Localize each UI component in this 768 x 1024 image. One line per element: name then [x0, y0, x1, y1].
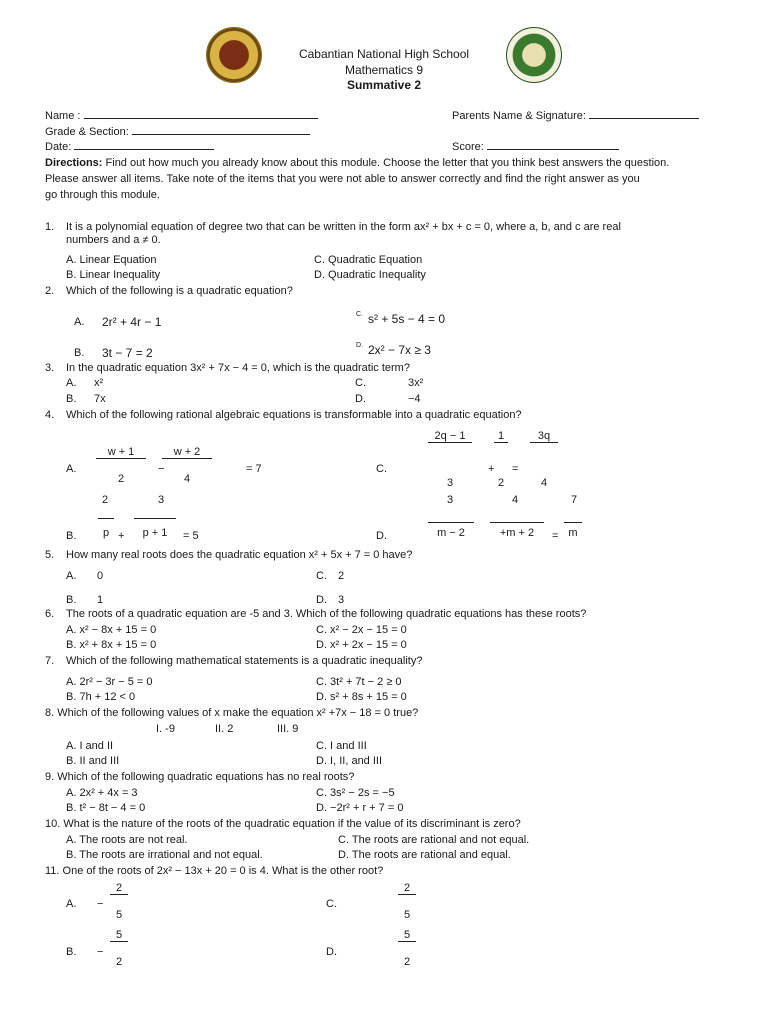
directions-text-1: Find out how much you already know about this module. Choose the letter that you think best answers the question.: [105, 157, 670, 169]
q1-choice-a[interactable]: A. Linear Equation: [66, 254, 157, 266]
q2-choice-d-label: D.: [356, 342, 363, 349]
q6-choice-a[interactable]: A. x² − 8x + 15 = 0: [66, 624, 157, 636]
directions-line-3: go through this module.: [45, 189, 160, 201]
q4-a-fraction-1[interactable]: [96, 446, 146, 485]
q4-c-numerator-2: 1: [494, 430, 508, 443]
q4-a-numerator-2: w + 2: [162, 446, 212, 459]
q2-number: 2.: [45, 285, 55, 297]
q3-choice-a-label: A.: [66, 377, 77, 389]
q2-choice-a-label: A.: [74, 316, 85, 328]
q7-choice-d[interactable]: D. s² + 8s + 15 = 0: [316, 691, 407, 703]
q4-c-numerator-1: 2q − 1: [428, 430, 472, 443]
q11-b-denominator: 2: [115, 956, 123, 968]
q4-a-rhs: = 7: [246, 463, 262, 475]
q3-text: In the quadratic equation 3x² + 7x − 4 = 0, which is the quadratic term?: [66, 362, 410, 374]
date-field: [45, 141, 214, 153]
q6-number: 6.: [45, 608, 55, 620]
parents-field: [452, 110, 699, 122]
date-blank[interactable]: [74, 149, 214, 150]
q4-c-numerator-3: 3q: [530, 430, 558, 443]
score-field: [452, 141, 619, 153]
q4-b-term-1-text: p: [102, 527, 110, 539]
q8-text: 8. Which of the following values of x make the equation x² +7x − 18 = 0 true?: [45, 707, 419, 719]
q4-b-rhs: = 5: [183, 530, 199, 542]
score-label: Score:: [452, 141, 484, 153]
q3-choice-c[interactable]: 3x²: [408, 377, 424, 389]
q1-text-1: It is a polynomial equation of degree two that can be written in the form ax² + bx + c = 0, where a, b, and c are real: [66, 221, 621, 233]
q4-a-minus: −: [158, 463, 165, 475]
q4-a-numerator-1: w + 1: [96, 446, 146, 459]
q11-c-denominator: 5: [403, 909, 411, 921]
q7-number: 7.: [45, 655, 55, 667]
q5-choice-d-label: D.: [316, 594, 327, 606]
q8-option-ii: II. 2: [215, 723, 234, 735]
q11-a-numerator: 2: [110, 882, 128, 895]
q11-text: 11. One of the roots of 2x² − 13x + 20 = 0 is 4. What is the other root?: [45, 865, 384, 877]
q1-text-2: numbers and a ≠ 0.: [66, 234, 161, 246]
q7-choice-a[interactable]: A. 2r² − 3r − 5 = 0: [66, 676, 153, 688]
q2-text: Which of the following is a quadratic equation?: [66, 285, 293, 297]
q4-d-term-2-text: +m + 2: [499, 527, 535, 539]
q2-choice-d[interactable]: 2x² − 7x ≥ 3: [368, 343, 431, 357]
q5-text: How many real roots does the quadratic equation x² + 5x + 7 = 0 have?: [66, 549, 413, 561]
page-title: Summative 2: [346, 78, 422, 92]
q6-text: The roots of a quadratic equation are -5 and 3. Which of the following quadratic equations has these roots?: [66, 608, 587, 620]
q11-choice-a-label: A.: [66, 898, 77, 910]
q5-choice-b-label: B.: [66, 594, 77, 606]
q4-choice-c-label: C.: [376, 463, 387, 475]
q7-text: Which of the following mathematical statements is a quadratic inequality?: [66, 655, 423, 667]
q4-c-extra-2: 4: [512, 494, 519, 506]
grade-section-field: [45, 126, 310, 138]
q4-a-fraction-2[interactable]: [162, 446, 212, 485]
q5-choice-b[interactable]: 1: [97, 594, 104, 606]
q4-b-term-2-text: p + 1: [142, 527, 168, 539]
q4-c-denominator-1: 3: [446, 477, 454, 489]
grade-section-blank[interactable]: [132, 134, 310, 135]
directions-line-2: Please answer all items. Take note of the items that you were not able to answer correctly and find the right answer as you: [45, 173, 640, 185]
subject-name: Mathematics 9: [344, 63, 424, 77]
q4-choice-a-label: A.: [66, 463, 77, 475]
q11-d-fraction[interactable]: [398, 929, 416, 968]
parents-blank[interactable]: [589, 118, 699, 119]
q9-choice-b[interactable]: B. t² − 8t − 4 = 0: [66, 802, 146, 814]
q3-choice-a[interactable]: x²: [94, 377, 104, 389]
q6-choice-c[interactable]: C. x² − 2x − 15 = 0: [316, 624, 407, 636]
q4-c-fraction-2[interactable]: [494, 430, 508, 489]
q11-a-fraction[interactable]: [110, 882, 128, 921]
q10-choice-d[interactable]: D. The roots are rational and equal.: [338, 849, 511, 861]
q4-b-term-2[interactable]: [134, 518, 176, 539]
school-name: Cabantian National High School: [298, 47, 470, 61]
q11-choice-c-label: C.: [326, 898, 337, 910]
name-field: [45, 110, 318, 122]
q3-choice-b[interactable]: 7x: [94, 393, 106, 405]
q6-choice-d[interactable]: D. x² + 2x − 15 = 0: [316, 639, 407, 651]
q9-choice-c[interactable]: C. 3s² − 2s = −5: [316, 787, 395, 799]
name-label: Name :: [45, 110, 81, 122]
q5-choice-d[interactable]: 3: [338, 594, 345, 606]
q11-b-fraction[interactable]: [110, 929, 128, 968]
q10-text: 10. What is the nature of the roots of the quadratic equation if the value of its discriminant is zero?: [45, 818, 521, 830]
q8-option-iii: III. 9: [277, 723, 299, 735]
q4-choice-d-label: D.: [376, 530, 387, 542]
q8-choice-b[interactable]: B. II and III: [66, 755, 120, 767]
q3-choice-d-label: D.: [355, 393, 366, 405]
q4-c-plus: +: [488, 463, 495, 475]
q4-a-denominator-1: 2: [117, 473, 125, 485]
q1-choice-c[interactable]: C. Quadratic Equation: [314, 254, 423, 266]
date-label: Date:: [45, 141, 72, 153]
q4-text: Which of the following rational algebraic equations is transformable into a quadratic equation?: [66, 409, 522, 421]
q4-d-equals: =: [552, 530, 559, 542]
q4-d-term-3[interactable]: [564, 522, 582, 539]
q11-choice-b-label: B.: [66, 946, 77, 958]
q8-choice-d[interactable]: D. I, II, and III: [316, 755, 383, 767]
grade-section-label: Grade & Section:: [45, 126, 129, 138]
q2-choice-c[interactable]: s² + 5s − 4 = 0: [368, 312, 446, 326]
q4-d-term-1[interactable]: [428, 522, 474, 539]
q4-c-denominator-3: 4: [540, 477, 548, 489]
q4-d-term-2[interactable]: [490, 522, 544, 539]
q4-c-fraction-3[interactable]: [530, 430, 558, 489]
q9-choice-a[interactable]: A. 2x² + 4x = 3: [66, 787, 138, 799]
q2-choice-a[interactable]: 2r² + 4r − 1: [102, 315, 162, 329]
q11-b-numerator: 5: [110, 929, 128, 942]
directions-label: Directions:: [45, 157, 103, 169]
parents-label: Parents Name & Signature:: [452, 110, 586, 122]
q5-choice-c-label: C.: [316, 570, 327, 582]
q5-choice-c[interactable]: 2: [338, 570, 345, 582]
q6-choice-b[interactable]: B. x² + 8x + 15 = 0: [66, 639, 157, 651]
q3-choice-b-label: B.: [66, 393, 77, 405]
q11-d-numerator: 5: [398, 929, 416, 942]
q1-number: 1.: [45, 221, 55, 233]
q8-option-i: I. -9: [156, 723, 175, 735]
q2-choice-b-label: B.: [74, 347, 85, 359]
q4-c-fraction-1[interactable]: [428, 430, 472, 489]
q11-c-numerator: 2: [398, 882, 416, 895]
q1-choice-d[interactable]: D. Quadratic Inequality: [314, 269, 426, 281]
q8-choice-a[interactable]: A. I and II: [66, 740, 114, 752]
q4-choice-b-label: B.: [66, 530, 77, 542]
q4-d-term-1-text: m − 2: [437, 527, 465, 539]
score-blank[interactable]: [487, 149, 619, 150]
q11-choice-d-label: D.: [326, 946, 337, 958]
q4-b-plus: +: [118, 530, 125, 542]
q11-b-sign: −: [97, 946, 104, 958]
q2-choice-c-label: C.: [356, 311, 363, 318]
q9-text: 9. Which of the following quadratic equations has no real roots?: [45, 771, 355, 783]
q4-a-extra-1: 2: [102, 494, 109, 506]
q4-d-term-3-text: m: [568, 527, 578, 539]
q2-choice-b[interactable]: 3t − 7 = 2: [102, 346, 153, 360]
q4-a-extra-2: 3: [158, 494, 165, 506]
q9-choice-d[interactable]: D. −2r² + r + 7 = 0: [316, 802, 404, 814]
q4-c-extra-3: 7: [571, 494, 578, 506]
q4-c-denominator-2: 2: [497, 477, 505, 489]
q4-number: 4.: [45, 409, 55, 421]
q11-a-denominator: 5: [115, 909, 123, 921]
q5-number: 5.: [45, 549, 55, 561]
q4-b-term-1[interactable]: [98, 518, 114, 539]
name-blank[interactable]: [84, 118, 318, 119]
q4-c-equals: =: [512, 463, 519, 475]
q5-choice-a-label: A.: [66, 570, 77, 582]
q11-a-sign: −: [97, 898, 104, 910]
q3-choice-c-label: C.: [355, 377, 366, 389]
q5-choice-a[interactable]: 0: [97, 570, 104, 582]
q3-number: 3.: [45, 362, 55, 374]
q7-choice-c[interactable]: C. 3t² + 7t − 2 ≥ 0: [316, 676, 402, 688]
q4-c-extra-1: 3: [447, 494, 454, 506]
q4-a-denominator-2: 4: [183, 473, 191, 485]
q11-d-denominator: 2: [403, 956, 411, 968]
q10-choice-b[interactable]: B. The roots are irrational and not equal.: [66, 849, 263, 861]
q11-c-fraction[interactable]: [398, 882, 416, 921]
q10-choice-c[interactable]: C. The roots are rational and not equal.: [338, 834, 530, 846]
q1-choice-b[interactable]: B. Linear Inequality: [66, 269, 161, 281]
directions-line-1: [45, 157, 669, 169]
q3-choice-d[interactable]: −4: [408, 393, 421, 405]
q7-choice-b[interactable]: B. 7h + 12 < 0: [66, 691, 136, 703]
q8-choice-c[interactable]: C. I and III: [316, 740, 367, 752]
q10-choice-a[interactable]: A. The roots are not real.: [66, 834, 188, 846]
